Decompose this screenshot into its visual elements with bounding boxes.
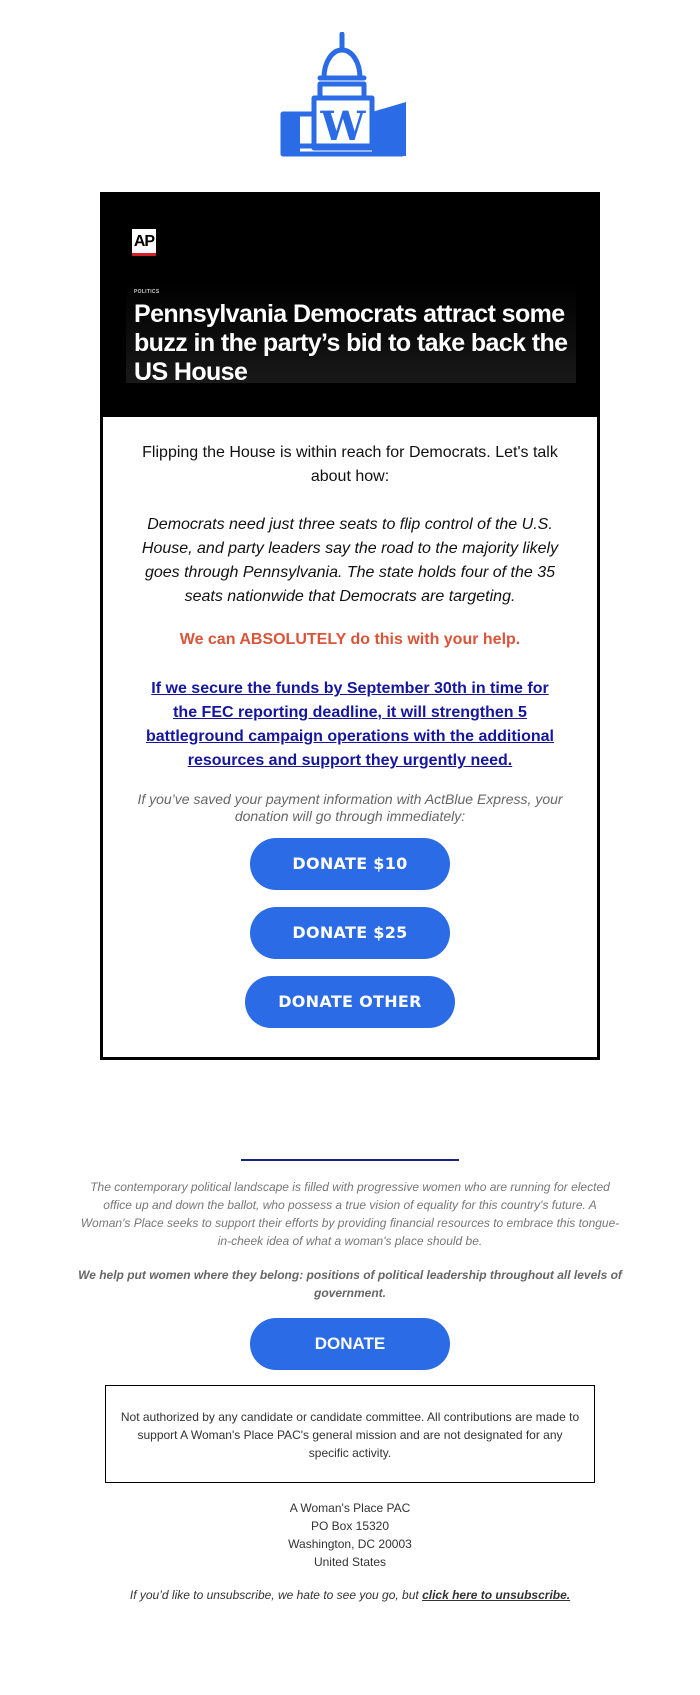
mailing-address	[0, 1499, 700, 1571]
address-country: United States	[313, 1555, 387, 1569]
donate-other-button[interactable]: DONATE OTHER	[245, 976, 455, 1028]
address-line1: PO Box 15320	[310, 1519, 390, 1533]
actblue-express-note: If you’ve saved your payment information with ActBlue Express, your donation will go through immediately:	[137, 791, 563, 824]
donate-25-button[interactable]: DONATE $25	[250, 907, 450, 959]
footer-donate-button[interactable]: DONATE	[250, 1318, 450, 1370]
legal-disclaimer-box	[105, 1385, 595, 1483]
article-section-label: POLITICS	[134, 289, 160, 295]
article-headline: Pennsylvania Democrats attract some buzz in the party’s bid to take back the US House	[134, 300, 568, 386]
unsubscribe-text	[0, 1588, 700, 1602]
intro-text: Flipping the House is within reach for Democrats. Let's talk about how:	[142, 444, 558, 485]
about-text: The contemporary political landscape is filled with progressive women who are running for elected office up and down the ballot, who possess a true vision of equality for this country's future. A Woman's Place seeks to support their efforts by providing financial resources to embrace this tongue-in-cheek idea of what a woman's place should be.	[80, 1180, 620, 1248]
ap-logo-icon: AP	[132, 229, 156, 256]
unsubscribe-link[interactable]: click here to unsubscribe.	[422, 1588, 571, 1602]
mission-text: We help put women where they belong: positions of political leadership throughout all levels of government.	[78, 1268, 622, 1300]
address-org: A Woman's Place PAC	[289, 1501, 411, 1515]
unsubscribe-prefix: If you’d like to unsubscribe, we hate to see you go, but	[129, 1588, 423, 1602]
address-line2: Washington, DC 20003	[288, 1537, 412, 1551]
capitol-w-logo-icon[interactable]	[280, 32, 420, 172]
logo-letter: W	[320, 103, 366, 150]
disclaimer-text: Not authorized by any candidate or candidate committee. All contributions are made to support A Woman's Place PAC's general mission and are not designated for any specific activity.	[120, 1410, 580, 1460]
main-card	[100, 192, 600, 1060]
fec-deadline-link[interactable]: If we secure the funds by September 30th in time for the FEC reporting deadline, it will strengthen 5 battleground campaign operations with the additional resources and support they urgently need.	[145, 680, 554, 769]
article-hero-image[interactable]	[103, 195, 597, 417]
donate-10-button[interactable]: DONATE $10	[250, 838, 450, 890]
footer-divider	[241, 1159, 459, 1161]
emphasis-text: We can ABSOLUTELY do this with your help.	[179, 631, 521, 648]
article-quote: Democrats need just three seats to flip control of the U.S. House, and party leaders say the road to the majority likely goes through Pennsylvania. The state holds four of the 35 seats nationwide that Democrats are targeting.	[141, 516, 559, 605]
